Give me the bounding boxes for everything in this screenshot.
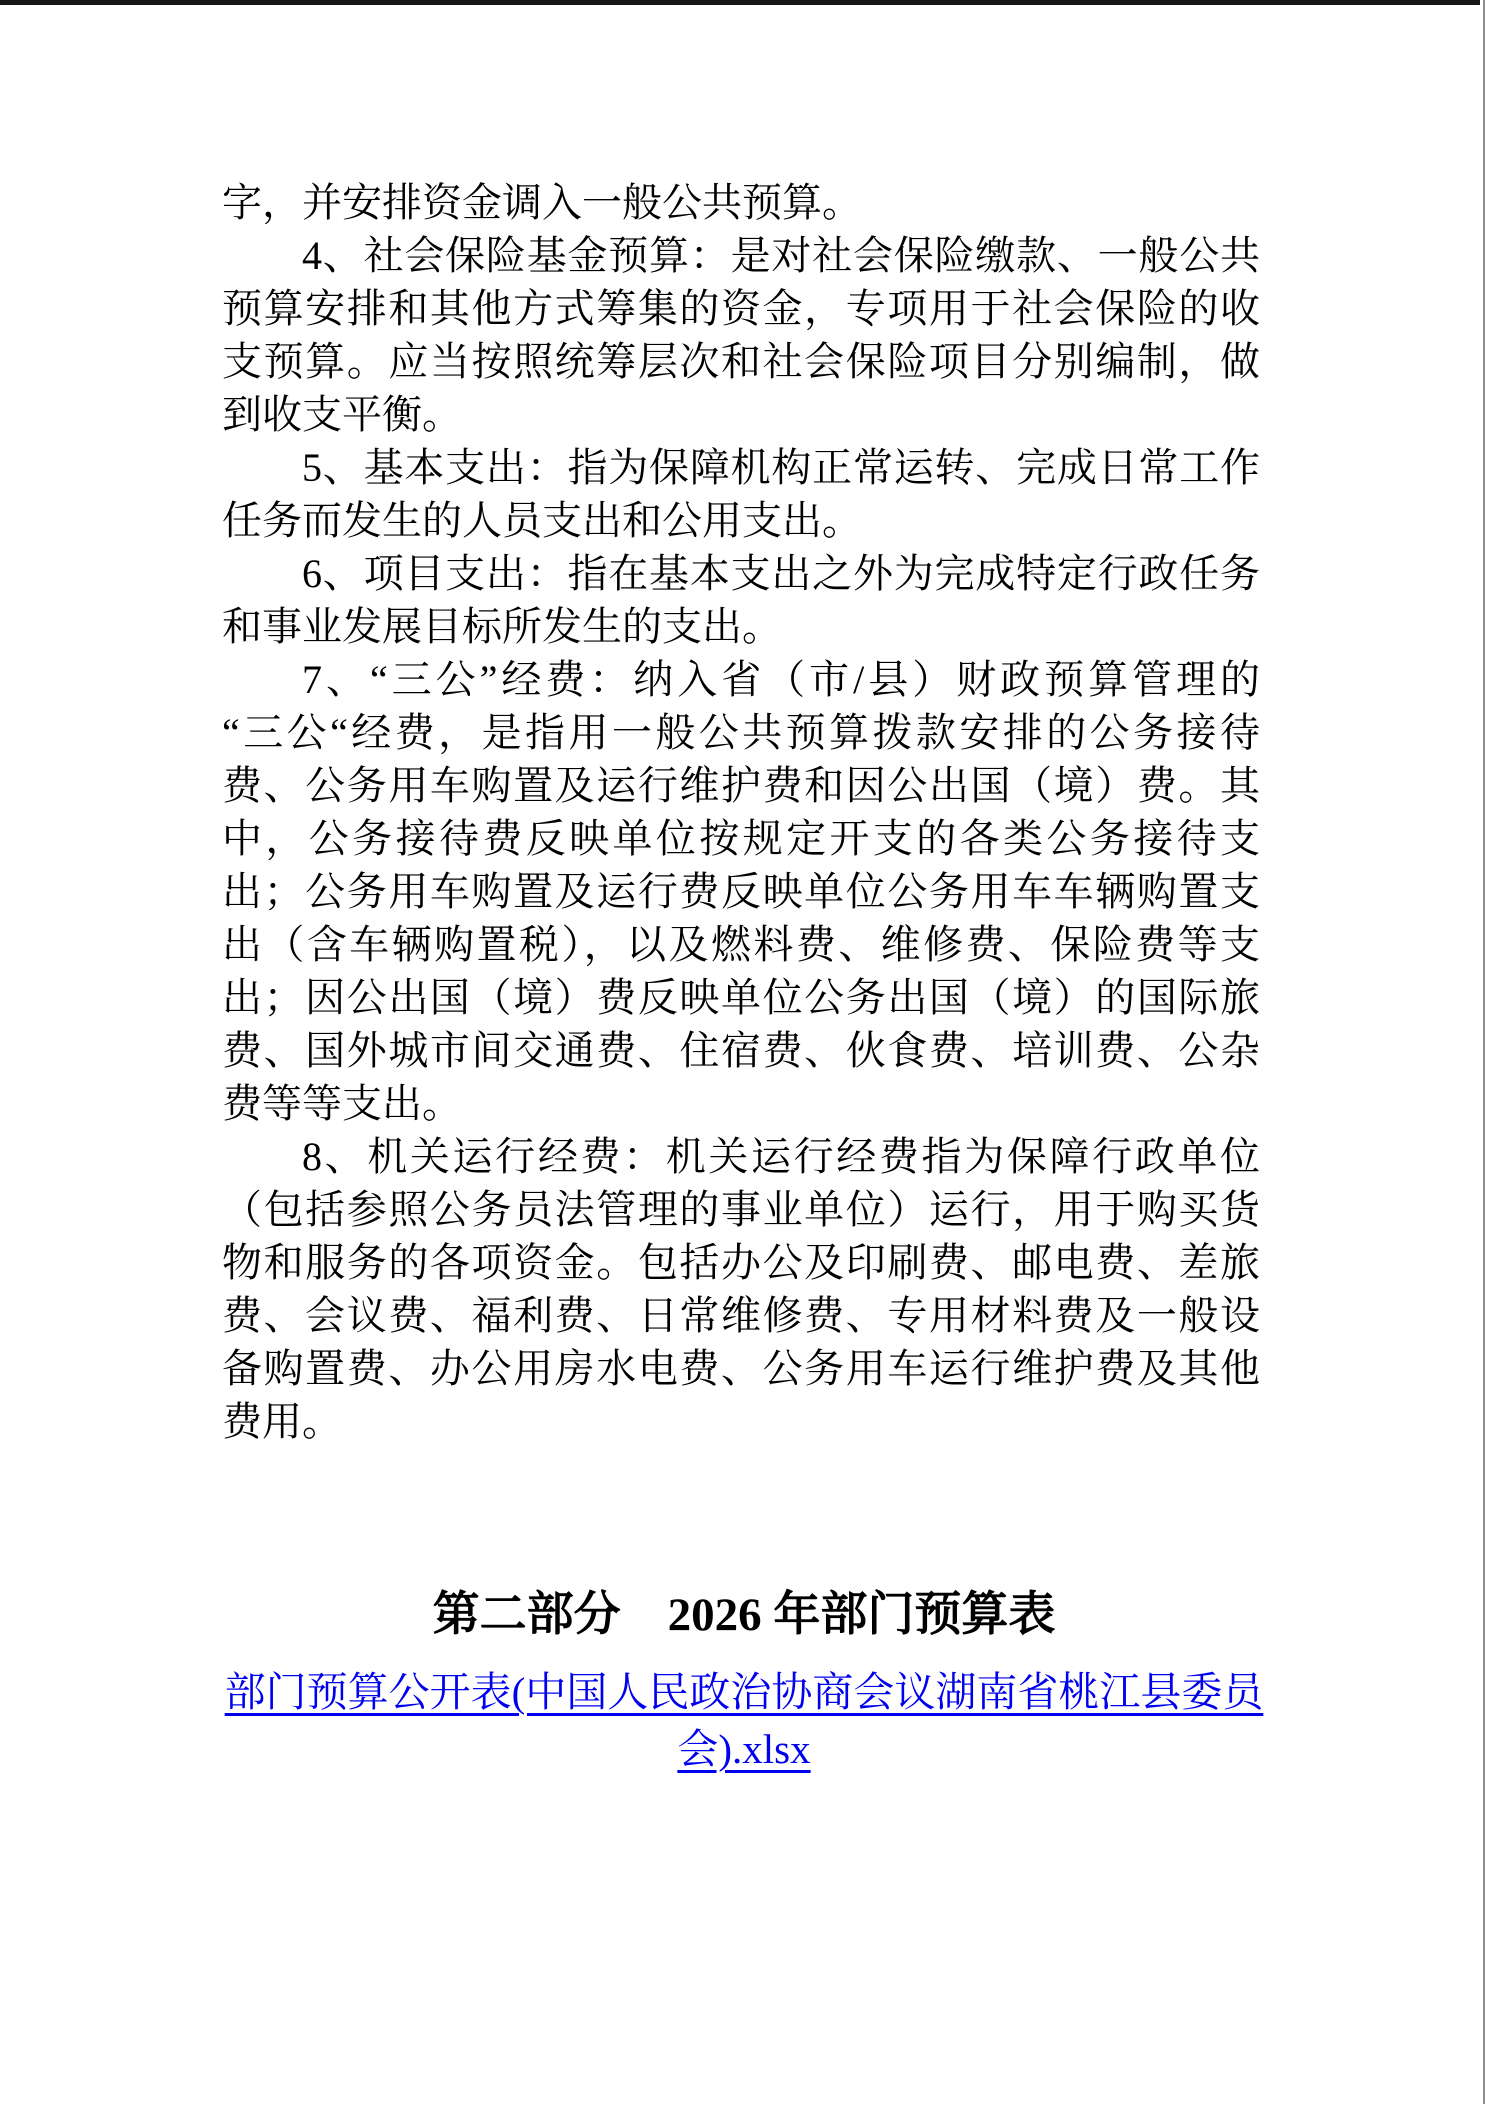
- section-heading: 第二部分 2026 年部门预算表: [432, 1589, 1056, 1641]
- budget-xlsx-link-line-2[interactable]: 会).xlsx: [677, 1726, 811, 1772]
- paragraph-line: 8、机关运行经费：机关运行经费指为保障行政单位: [302, 1134, 1260, 1179]
- budget-xlsx-link[interactable]: [0, 1664, 1488, 1778]
- paragraph-line: 出；因公出国（境）费反映单位公务出国（境）的国际旅: [222, 975, 1260, 1020]
- budget-xlsx-link-line-1[interactable]: 部门预算公开表(中国人民政治协商会议湖南省桃江县委员: [224, 1669, 1264, 1715]
- paragraph-line: 费等等支出。: [222, 1081, 462, 1126]
- paragraph-line: 物和服务的各项资金。包括办公及印刷费、邮电费、差旅: [222, 1240, 1260, 1285]
- paragraph-line: 备购置费、办公用房水电费、公务用车运行维护费及其他: [222, 1346, 1260, 1391]
- paragraph-line: 费用。: [222, 1399, 342, 1444]
- paragraph-line: 中，公务接待费反映单位按规定开支的各类公务接待支: [222, 816, 1260, 861]
- paragraph-line: “三公“经费，是指用一般公共预算拨款安排的公务接待: [222, 710, 1260, 755]
- page-top-edge: [0, 0, 1480, 5]
- paragraph-line: 4、社会保险基金预算：是对社会保险缴款、一般公共: [302, 233, 1260, 278]
- paragraph-line: 费、公务用车购置及运行维护费和因公出国（境）费。其: [222, 763, 1260, 808]
- paragraph-line: 字，并安排资金调入一般公共预算。: [222, 180, 862, 225]
- paragraph-line: 任务而发生的人员支出和公用支出。: [222, 498, 862, 543]
- paragraph-line: 7、“三公”经费：纳入省（市/县）财政预算管理的: [302, 657, 1260, 702]
- paragraph-line: 5、基本支出：指为保障机构正常运转、完成日常工作: [302, 445, 1260, 490]
- paragraph-line: 预算安排和其他方式筹集的资金，专项用于社会保险的收: [222, 286, 1260, 331]
- paragraph-line: 到收支平衡。: [222, 392, 462, 437]
- paragraph-line: （包括参照公务员法管理的事业单位）运行，用于购买货: [222, 1187, 1260, 1232]
- page-right-edge: [1483, 0, 1485, 2104]
- paragraph-line: 支预算。应当按照统筹层次和社会保险项目分别编制，做: [222, 339, 1260, 384]
- paragraph-line: 出（含车辆购置税），以及燃料费、维修费、保险费等支: [222, 922, 1260, 967]
- paragraph-line: 费、国外城市间交通费、住宿费、伙食费、培训费、公杂: [222, 1028, 1260, 1073]
- paragraph-line: 6、项目支出：指在基本支出之外为完成特定行政任务: [302, 551, 1260, 596]
- paragraph-line: 和事业发展目标所发生的支出。: [222, 604, 782, 649]
- paragraph-line: 费、会议费、福利费、日常维修费、专用材料费及一般设: [222, 1293, 1260, 1338]
- document-body: [222, 176, 1260, 1448]
- paragraph-line: 出；公务用车购置及运行费反映单位公务用车车辆购置支: [222, 869, 1260, 914]
